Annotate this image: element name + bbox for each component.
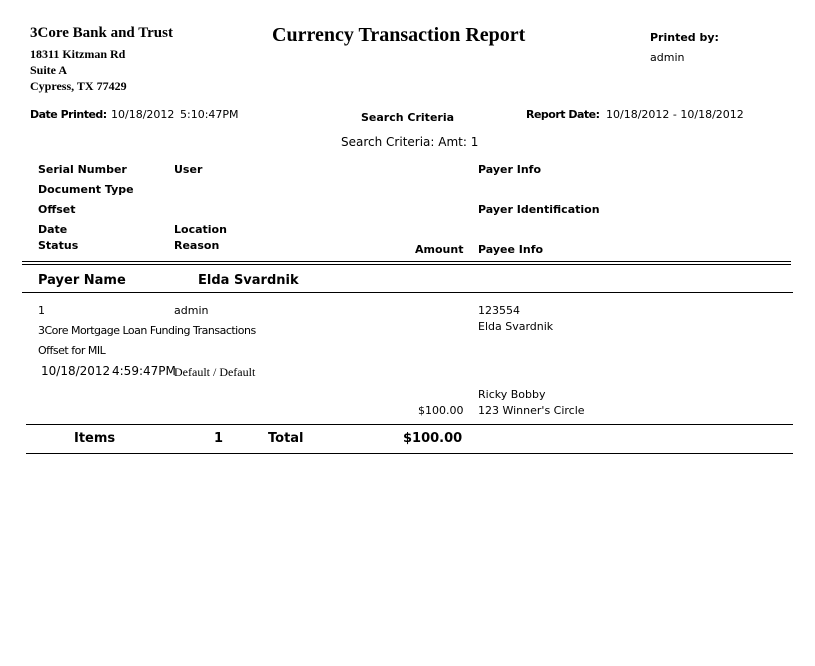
printed-by-value: admin xyxy=(650,51,685,64)
totals-rule-bottom xyxy=(26,453,793,454)
record-date: 10/18/2012 xyxy=(41,364,111,378)
record-document-type: 3Core Mortgage Loan Funding Transactions xyxy=(38,324,256,337)
record-serial-number: 1 xyxy=(38,304,45,317)
group-value: Elda Svardnik xyxy=(198,273,299,288)
header-reason: Reason xyxy=(174,239,220,252)
report-date-value: 10/18/2012 - 10/18/2012 xyxy=(606,108,744,121)
company-city-state-zip: Cypress, TX 77429 xyxy=(30,79,127,93)
company-address-line1: 18311 Kitzman Rd xyxy=(30,47,126,61)
totals-total-amount: $100.00 xyxy=(403,431,463,446)
totals-items-count: 1 xyxy=(214,431,224,446)
header-rule-top xyxy=(22,261,791,262)
date-printed-value: 10/18/2012 xyxy=(111,108,175,121)
record-user: admin xyxy=(174,304,209,317)
header-offset: Offset xyxy=(38,203,76,216)
record-offset: Offset for MIL xyxy=(38,344,106,357)
group-label: Payer Name xyxy=(38,273,126,288)
record-payee-address: 123 Winner's Circle xyxy=(478,404,585,417)
header-payer-identification: Payer Identification xyxy=(478,203,600,216)
company-name: 3Core Bank and Trust xyxy=(30,25,173,41)
printed-by-label: Printed by: xyxy=(650,31,719,44)
header-amount: Amount xyxy=(415,243,464,256)
report-title: Currency Transaction Report xyxy=(272,24,526,46)
header-date: Date xyxy=(38,223,68,236)
record-time: 4:59:47PM xyxy=(112,364,176,378)
company-address-line2: Suite A xyxy=(30,63,68,77)
date-printed-label: Date Printed: xyxy=(30,108,107,121)
header-user: User xyxy=(174,163,203,176)
header-payee-info: Payee Info xyxy=(478,243,544,256)
search-criteria-line: Search Criteria: Amt: 1 xyxy=(341,135,479,149)
totals-rule-top xyxy=(26,424,793,425)
header-location: Location xyxy=(174,223,227,236)
header-rule-bottom xyxy=(22,264,791,265)
time-printed-value: 5:10:47PM xyxy=(180,108,239,121)
search-criteria-heading: Search Criteria xyxy=(361,111,455,124)
header-document-type: Document Type xyxy=(38,183,134,196)
group-rule xyxy=(22,292,793,293)
header-serial-number: Serial Number xyxy=(38,163,127,176)
record-amount: $100.00 xyxy=(418,404,464,417)
record-payer-id: 123554 xyxy=(478,304,520,317)
totals-total-label: Total xyxy=(268,431,304,446)
record-payer-name: Elda Svardnik xyxy=(478,320,554,333)
totals-items-label: Items xyxy=(74,431,116,446)
report-date-label: Report Date: xyxy=(526,108,600,121)
header-status: Status xyxy=(38,239,79,252)
header-payer-info: Payer Info xyxy=(478,163,542,176)
record-location-reason: Default / Default xyxy=(174,365,256,379)
record-payee-name: Ricky Bobby xyxy=(478,388,546,401)
